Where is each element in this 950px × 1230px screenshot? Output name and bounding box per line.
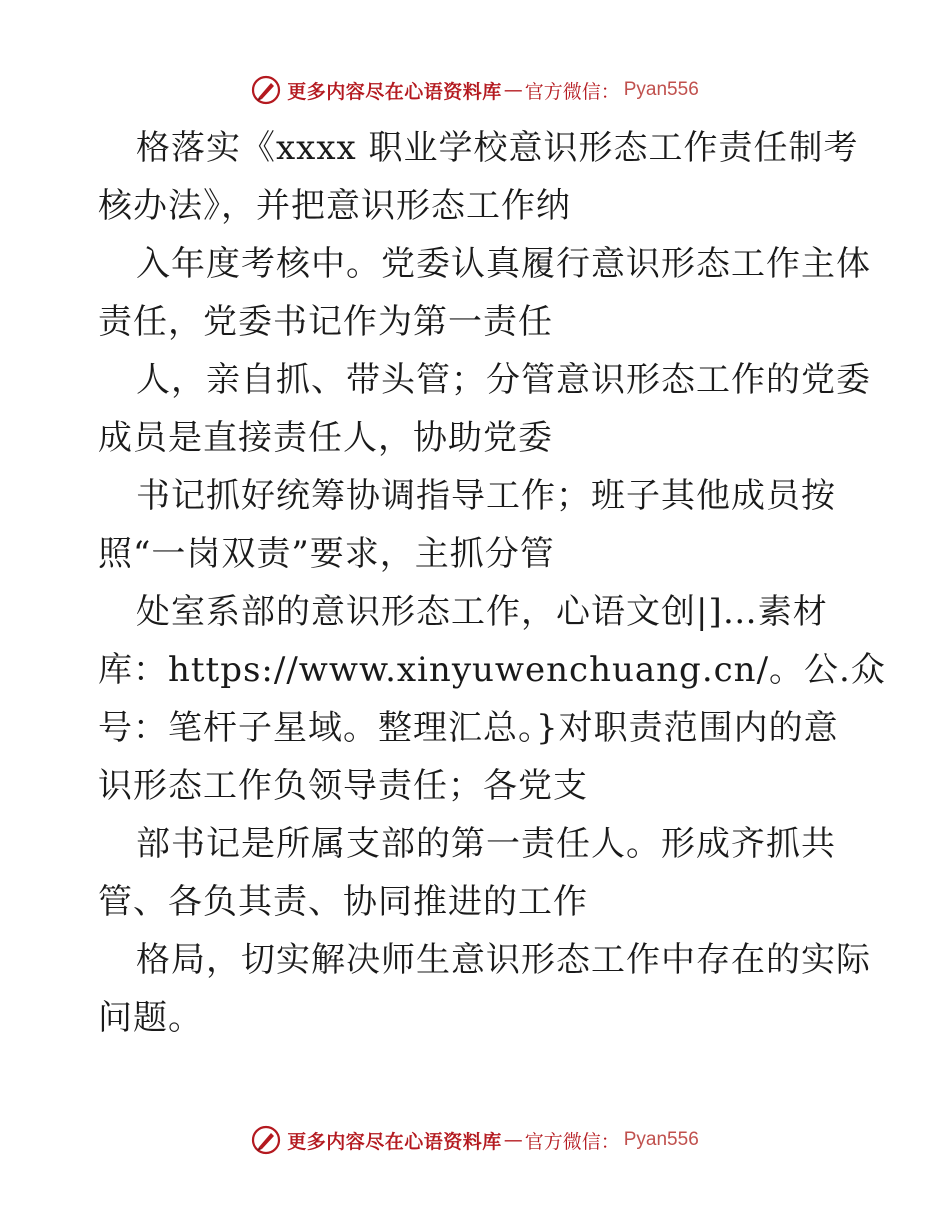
body-line: 管、各负其责、协同推进的工作	[98, 882, 588, 922]
body-line: 书记抓好统筹协调指导工作；班子其他成员按	[136, 476, 836, 516]
pen-logo-icon	[251, 1125, 281, 1155]
banner-wechat-id: Pyan556	[623, 79, 699, 100]
body-line: 责任，党委书记作为第一责任	[98, 302, 553, 342]
body-line: 格落实《xxxx 职业学校意识形态工作责任制考	[136, 128, 859, 168]
banner-title: 更多内容尽在心语资料库	[287, 80, 502, 103]
banner-dash: —	[503, 1129, 523, 1151]
body-line: 成员是直接责任人，协助党委	[98, 418, 553, 458]
body-line: 号：笔杆子星域。整理汇总。}对职责范围内的意	[98, 708, 839, 748]
banner-title: 更多内容尽在心语资料库	[287, 1130, 502, 1153]
body-line: 识形态工作负领导责任；各党支	[98, 766, 588, 806]
body-line: 入年度考核中。党委认真履行意识形态工作主体	[136, 244, 871, 284]
banner-wechat-label: 官方微信：	[524, 1130, 620, 1153]
banner-dash: —	[503, 79, 523, 101]
body-line: 处室系部的意识形态工作，心语文创|]…素材	[136, 592, 828, 632]
banner-wechat-id: Pyan556	[623, 1129, 699, 1150]
body-line: 部书记是所属支部的第一责任人。形成齐抓共	[136, 824, 836, 864]
body-line: 库：https://www.xinyuwenchuang.cn/。公.众	[98, 650, 886, 690]
pen-logo-icon	[251, 75, 281, 105]
body-line: 照“一岗双责”要求，主抓分管	[98, 534, 555, 574]
body-line: 人，亲自抓、带头管；分管意识形态工作的党委	[136, 360, 871, 400]
footer-banner	[0, 1120, 950, 1160]
header-banner	[0, 70, 950, 110]
body-line: 问题。	[98, 998, 203, 1038]
body-line: 核办法》，并把意识形态工作纳	[98, 186, 571, 226]
body-line: 格局，切实解决师生意识形态工作中存在的实际	[136, 940, 871, 980]
banner-wechat-label: 官方微信：	[524, 80, 620, 103]
